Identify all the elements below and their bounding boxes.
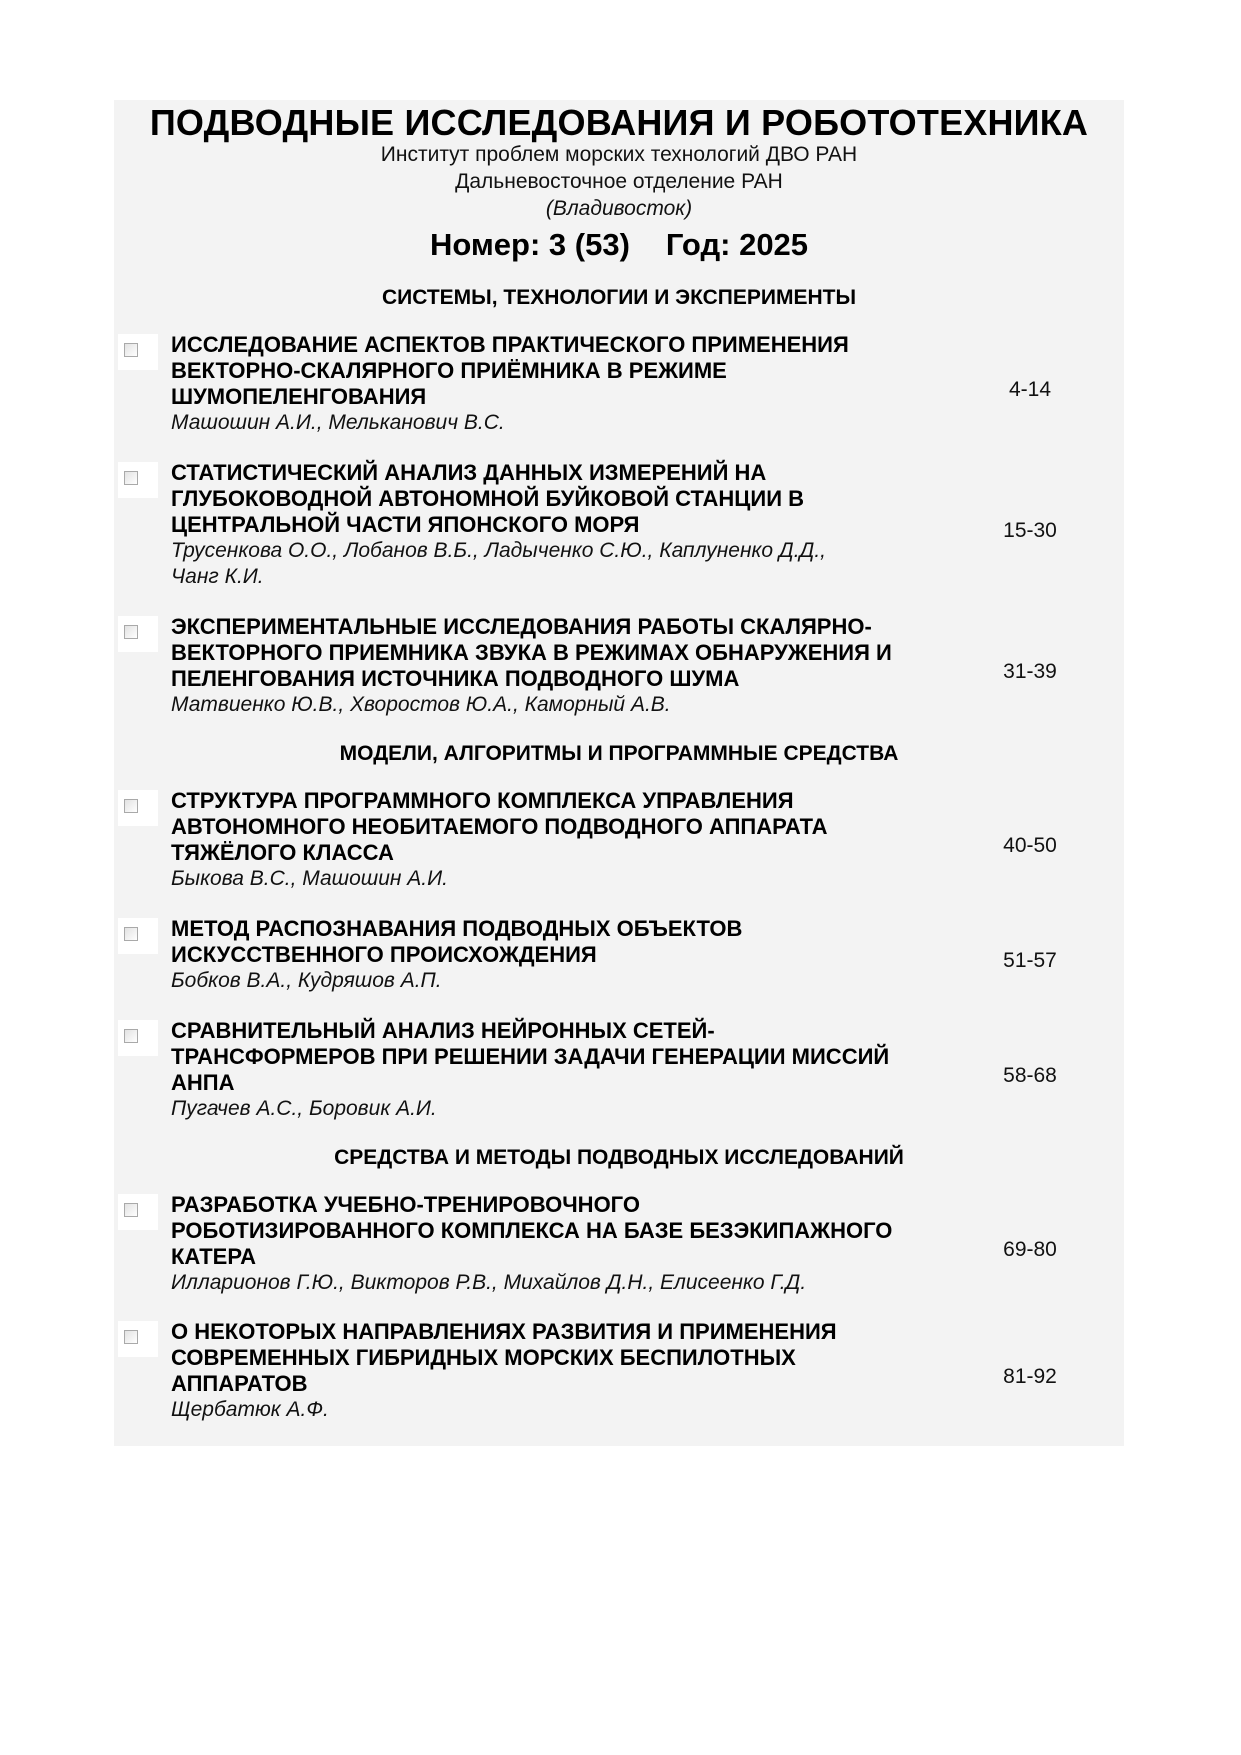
article-title-line: МЕТОД РАСПОЗНАВАНИЯ ПОДВОДНЫХ ОБЪЕКТОВ xyxy=(171,916,743,941)
checkbox-icon xyxy=(124,927,138,941)
section-heading: МОДЕЛИ, АЛГОРИТМЫ И ПРОГРАММНЫЕ СРЕДСТВА xyxy=(339,742,899,765)
toc-panel xyxy=(114,100,1124,1446)
article-pages: 81-92 xyxy=(1003,1365,1057,1388)
article-checkbox[interactable] xyxy=(118,790,158,826)
article-title-line: ГЛУБОКОВОДНОЙ АВТОНОМНОЙ БУЙКОВОЙ СТАНЦИИ В xyxy=(171,486,805,511)
article-title-line: ЦЕНТРАЛЬНОЙ ЧАСТИ ЯПОНСКОГО МОРЯ xyxy=(171,512,640,537)
checkbox-icon xyxy=(124,471,138,485)
checkbox-icon xyxy=(124,1330,138,1344)
article-title-line: РОБОТИЗИРОВАННОГО КОМПЛЕКСА НА БАЗЕ БЕЗЭКИПАЖНОГО xyxy=(171,1218,893,1243)
article-pages: 40-50 xyxy=(1003,834,1057,857)
article-authors-line: Бобков В.А., Кудряшов А.П. xyxy=(171,969,442,992)
article-title-line: ПЕЛЕНГОВАНИЯ ИСТОЧНИКА ПОДВОДНОГО ШУМА xyxy=(171,666,740,691)
article-title[interactable] xyxy=(171,788,941,866)
article-title[interactable] xyxy=(171,614,941,692)
issue-line xyxy=(114,227,1124,263)
article-checkbox[interactable] xyxy=(118,1321,158,1357)
article-title-line: АППАРАТОВ xyxy=(171,1371,308,1396)
branch-name: Дальневосточное отделение РАН xyxy=(455,170,783,193)
checkbox-icon xyxy=(124,343,138,357)
article-title-line: АНПА xyxy=(171,1070,235,1095)
article-authors-line: Машошин А.И., Мельканович В.С. xyxy=(171,411,505,434)
article-checkbox[interactable] xyxy=(118,1020,158,1056)
article-checkbox[interactable] xyxy=(118,616,158,652)
checkbox-icon xyxy=(124,1029,138,1043)
article-pages: 15-30 xyxy=(1003,519,1057,542)
journal-title: ПОДВОДНЫЕ ИССЛЕДОВАНИЯ И РОБОТОТЕХНИКА xyxy=(149,102,1089,143)
article-pages: 31-39 xyxy=(1003,660,1057,683)
article-title-line: ВЕКТОРНО-СКАЛЯРНОГО ПРИЁМНИКА В РЕЖИМЕ xyxy=(171,358,727,383)
article-title-line: КАТЕРА xyxy=(171,1244,256,1269)
article-authors-line: Матвиенко Ю.В., Хворостов Ю.А., Каморный А.В. xyxy=(171,693,671,716)
issue-year: Год: 2025 xyxy=(665,227,809,262)
article-title-line: ЭКСПЕРИМЕНТАЛЬНЫЕ ИССЛЕДОВАНИЯ РАБОТЫ СКАЛЯРНО- xyxy=(171,614,872,639)
article-authors xyxy=(171,968,941,994)
article-authors-line: Быкова В.С., Машошин А.И. xyxy=(171,867,448,890)
article-title[interactable] xyxy=(171,916,941,968)
article-authors xyxy=(171,410,941,436)
checkbox-icon xyxy=(124,1203,138,1217)
article-title-line: СОВРЕМЕННЫХ ГИБРИДНЫХ МОРСКИХ БЕСПИЛОТНЫХ xyxy=(171,1345,796,1370)
institute-name: Институт проблем морских технологий ДВО РАН xyxy=(380,143,858,166)
article-authors xyxy=(171,866,941,892)
checkbox-icon xyxy=(124,799,138,813)
article-authors xyxy=(171,538,941,590)
article-checkbox[interactable] xyxy=(118,1194,158,1230)
city: (Владивосток) xyxy=(545,197,693,220)
article-authors-line: Щербатюк А.Ф. xyxy=(171,1398,329,1421)
article-checkbox[interactable] xyxy=(118,918,158,954)
article-title-line: СТРУКТУРА ПРОГРАММНОГО КОМПЛЕКСА УПРАВЛЕНИЯ xyxy=(171,788,794,813)
article-authors-line: Трусенкова О.О., Лобанов В.Б., Ладыченко С.Ю., Каплуненко Д.Д., xyxy=(171,539,826,562)
article-title-line: ШУМОПЕЛЕНГОВАНИЯ xyxy=(171,384,427,409)
article-pages: 4-14 xyxy=(1008,378,1052,401)
article-title[interactable] xyxy=(171,1319,941,1397)
article-title-line: ИСКУССТВЕННОГО ПРОИСХОЖДЕНИЯ xyxy=(171,942,597,967)
article-authors xyxy=(171,1096,941,1122)
article-title-line: СРАВНИТЕЛЬНЫЙ АНАЛИЗ НЕЙРОННЫХ СЕТЕЙ- xyxy=(171,1018,715,1043)
checkbox-icon xyxy=(124,625,138,639)
article-title-line: ВЕКТОРНОГО ПРИЕМНИКА ЗВУКА В РЕЖИМАХ ОБНАРУЖЕНИЯ И xyxy=(171,640,892,665)
article-pages: 69-80 xyxy=(1003,1238,1057,1261)
article-checkbox[interactable] xyxy=(118,334,158,370)
article-authors-line: Илларионов Г.Ю., Викторов Р.В., Михайлов Д.Н., Елисеенко Г.Д. xyxy=(171,1271,807,1294)
article-title-line: СТАТИСТИЧЕСКИЙ АНАЛИЗ ДАННЫХ ИЗМЕРЕНИЙ НА xyxy=(171,460,767,485)
article-authors xyxy=(171,1397,941,1423)
article-title[interactable] xyxy=(171,332,941,410)
section-heading: СИСТЕМЫ, ТЕХНОЛОГИИ И ЭКСПЕРИМЕНТЫ xyxy=(381,286,857,309)
issue-number: Номер: 3 (53) xyxy=(429,227,630,262)
article-pages: 51-57 xyxy=(1003,949,1057,972)
article-authors-line: Пугачев А.С., Боровик А.И. xyxy=(171,1097,437,1120)
article-title-line: АВТОНОМНОГО НЕОБИТАЕМОГО ПОДВОДНОГО АППАРАТА xyxy=(171,814,828,839)
article-title[interactable] xyxy=(171,1192,941,1270)
article-title[interactable] xyxy=(171,1018,941,1096)
article-checkbox[interactable] xyxy=(118,462,158,498)
article-pages: 58-68 xyxy=(1003,1064,1057,1087)
section-heading: СРЕДСТВА И МЕТОДЫ ПОДВОДНЫХ ИССЛЕДОВАНИЙ xyxy=(334,1146,904,1169)
article-title[interactable] xyxy=(171,460,941,538)
article-title-line: О НЕКОТОРЫХ НАПРАВЛЕНИЯХ РАЗВИТИЯ И ПРИМЕНЕНИЯ xyxy=(171,1319,837,1344)
article-title-line: ТЯЖЁЛОГО КЛАССА xyxy=(171,840,394,865)
article-title-line: ИССЛЕДОВАНИЕ АСПЕКТОВ ПРАКТИЧЕСКОГО ПРИМЕНЕНИЯ xyxy=(171,332,849,357)
article-title-line: ТРАНСФОРМЕРОВ ПРИ РЕШЕНИИ ЗАДАЧИ ГЕНЕРАЦИИ МИССИЙ xyxy=(171,1044,890,1069)
article-authors xyxy=(171,1270,941,1296)
article-authors-line: Чанг К.И. xyxy=(171,565,264,588)
article-title-line: РАЗРАБОТКА УЧЕБНО-ТРЕНИРОВОЧНОГО xyxy=(171,1192,640,1217)
article-authors xyxy=(171,692,941,718)
